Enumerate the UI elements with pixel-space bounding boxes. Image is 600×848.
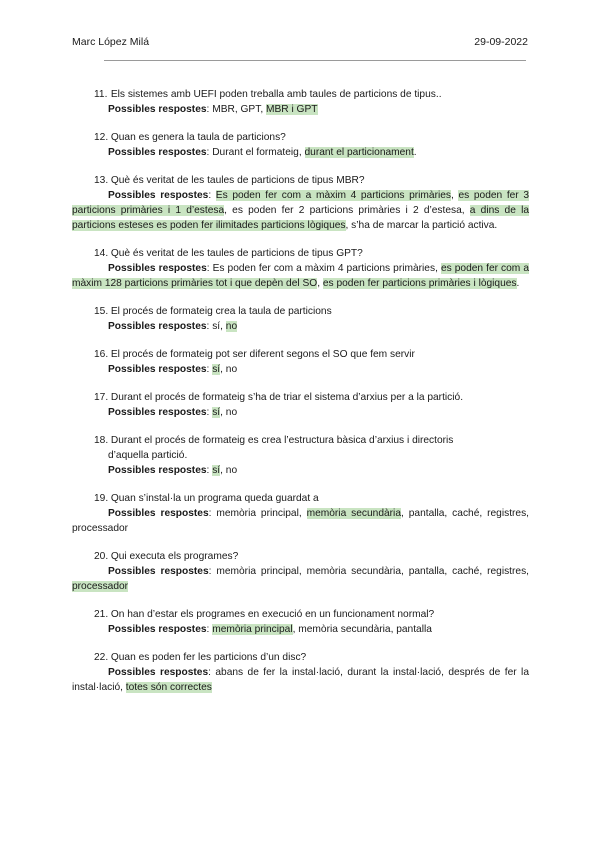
question-label: Durant el procés de formateig es crea l’estructura bàsica d’arxius i directoris (108, 435, 454, 446)
question-item (72, 130, 529, 160)
question-text (90, 130, 529, 145)
highlighted-answer: sí (212, 465, 221, 476)
answer-text: . (516, 278, 520, 289)
answers-label: Possibles respostes (108, 624, 207, 635)
question-label: Quan es genera la taula de particions? (108, 132, 286, 143)
question-label: Durant el procés de formateig s’ha de triar el sistema d’arxius per a la partició. (108, 392, 464, 403)
answers-label: Possibles respostes (108, 321, 207, 332)
highlighted-answer: MBR i GPT (265, 104, 318, 115)
answer-text: sí, (212, 321, 226, 332)
question-text (90, 246, 529, 261)
answers-label: Possibles respostes (108, 407, 207, 418)
question-text (90, 650, 529, 665)
question-text (90, 491, 529, 506)
question-number: 22. (94, 652, 109, 663)
question-item (72, 347, 529, 377)
question-number: 11. (94, 89, 108, 100)
question-item (72, 433, 529, 478)
answer-text: memòria principal, (216, 508, 307, 519)
question-number: 13. (94, 175, 109, 186)
question-label: El procés de formateig pot ser diferent segons el SO que fem servir (108, 349, 415, 360)
question-text (90, 87, 529, 102)
answer-options: Possibles respostes: sí, no (108, 321, 238, 332)
question-text (90, 549, 529, 564)
highlighted-answer: es poden fer particions primàries i lògiques (322, 278, 517, 289)
question-number: 18. (94, 435, 109, 446)
answers-label: Possibles respostes (108, 667, 209, 678)
question-label: Quan es poden fer les particions d’un disc? (108, 652, 307, 663)
question-text-continuation: d’aquella partició. (108, 450, 188, 461)
answer-text: MBR, GPT, (212, 104, 266, 115)
answer-options: Possibles respostes: sí, no (108, 407, 238, 418)
highlighted-answer: es poden fer com a màxim 128 particions primàries tot i que depèn del SO (72, 263, 529, 289)
answer-text: , s’ha de marcar la partició activa. (345, 220, 498, 231)
answer-options: Possibles respostes: Es poden fer com a màxim 4 particions primàries, es poden fer 3 particions primàries i 1 d’estesa, es poden fer 2 particions primàries i 2 d’estesa, a dins de la particions esteses es poden fer ilimitades particions lògiques, s’ha de marcar la partició activa. (72, 190, 530, 231)
answers-label: Possibles respostes (108, 263, 207, 274)
author-name: Marc López Milá (72, 36, 150, 48)
question-item (72, 549, 529, 594)
highlighted-answer: memòria secundària (306, 508, 401, 519)
question-label: Quan s’instal·la un programa queda guardat a (108, 493, 319, 504)
answer-text: abans de fer la instal·lació, durant la instal·lació, després de fer la instal·lació, (72, 667, 529, 693)
question-text (90, 607, 529, 622)
question-label: Els sistemes amb UEFI poden treballa amb taules de particions de tipus.. (108, 89, 442, 100)
highlighted-answer: durant el particionament (304, 147, 414, 158)
answer-options: Possibles respostes: abans de fer la instal·lació, durant la instal·lació, després de fer la instal·lació, totes són correctes (72, 667, 529, 693)
answer-text: , no (220, 364, 238, 375)
question-label: On han d’estar els programes en execució en un funcionament normal? (108, 609, 435, 620)
question-label: Qui executa els programes? (108, 551, 239, 562)
answer-options: Possibles respostes: MBR, GPT, MBR i GPT (108, 104, 318, 115)
questions-list (72, 87, 529, 708)
question-item (72, 650, 529, 695)
question-text (90, 433, 529, 448)
answer-text: Durant el formateig, (212, 147, 305, 158)
question-number: 19. (94, 493, 109, 504)
highlighted-answer: sí (212, 364, 221, 375)
answer-text: , pantalla, caché, registres, processador (72, 508, 530, 534)
answer-text: , (451, 190, 459, 201)
question-number: 12. (94, 132, 109, 143)
highlighted-answer: processador (72, 581, 129, 592)
question-label: Què és veritat de les taules de particions de tipus MBR? (108, 175, 365, 186)
answer-options: Possibles respostes: Durant el formateig, durant el particionament. (108, 147, 417, 158)
answer-text: memòria principal, memòria secundària, pantalla, caché, registres, (216, 566, 529, 577)
answers-label: Possibles respostes (108, 364, 207, 375)
question-number: 14. (94, 248, 109, 259)
answer-text: , no (220, 407, 238, 418)
answer-options: Possibles respostes: Es poden fer com a màxim 4 particions primàries, es poden fer com a màxim 128 particions primàries tot i que depèn del SO, es poden fer particions primàries i lògiques. (72, 263, 529, 289)
answer-text: . (413, 147, 417, 158)
question-text (90, 390, 529, 405)
question-item (72, 491, 529, 536)
question-item (72, 390, 529, 420)
answers-label: Possibles respostes (108, 147, 207, 158)
question-label: Què és veritat de les taules de particions de tipus GPT? (108, 248, 363, 259)
answer-text: , no (220, 465, 238, 476)
question-text (90, 347, 529, 362)
answer-text: Es poden fer com a màxim 4 particions primàries, (212, 263, 441, 274)
question-item (72, 607, 529, 637)
answer-options: Possibles respostes: memòria principal, memòria secundària, pantalla, caché, registres, processador (72, 566, 529, 592)
question-item (72, 304, 529, 334)
highlighted-answer: sí (212, 407, 221, 418)
question-number: 15. (94, 306, 109, 317)
question-item (72, 87, 529, 117)
question-number: 21. (94, 609, 109, 620)
question-number: 16. (94, 349, 109, 360)
answer-options: Possibles respostes: memòria principal, memòria secundària, pantalla (108, 624, 432, 635)
answer-options: Possibles respostes: sí, no (108, 465, 238, 476)
question-number: 20. (94, 551, 109, 562)
highlighted-answer: totes són correctes (125, 682, 212, 693)
question-label: El procés de formateig crea la taula de particions (108, 306, 332, 317)
question-item (72, 173, 529, 233)
answers-label: Possibles respostes (108, 566, 209, 577)
answers-label: Possibles respostes (108, 104, 207, 115)
answers-label: Possibles respostes (108, 465, 207, 476)
question-text (90, 173, 529, 188)
answer-options: Possibles respostes: sí, no (108, 364, 238, 375)
answer-text: , memòria secundària, pantalla (292, 624, 432, 635)
document-date: 29-09-2022 (474, 36, 528, 48)
answer-text: , es poden fer 2 particions primàries i 2 d’estesa, (224, 205, 470, 216)
question-item (72, 246, 529, 291)
highlighted-answer: no (225, 321, 238, 332)
page-header (72, 36, 528, 52)
highlighted-answer: es poden fer 3 particions primàries i 1 d’estesa (72, 190, 529, 216)
header-divider (104, 60, 526, 61)
answer-text: , (317, 278, 323, 289)
highlighted-answer: memòria principal (212, 624, 293, 635)
question-number: 17. (94, 392, 109, 403)
answer-options: Possibles respostes: memòria principal, memòria secundària, pantalla, caché, registres, processador (72, 508, 530, 534)
question-text (90, 304, 529, 319)
answers-label: Possibles respostes (108, 190, 209, 201)
highlighted-answer: a dins de la particions esteses es poden fer ilimitades particions lògiques (72, 205, 530, 231)
answers-label: Possibles respostes (108, 508, 209, 519)
highlighted-answer: Es poden fer com a màxim 4 particions primàries (215, 190, 451, 201)
